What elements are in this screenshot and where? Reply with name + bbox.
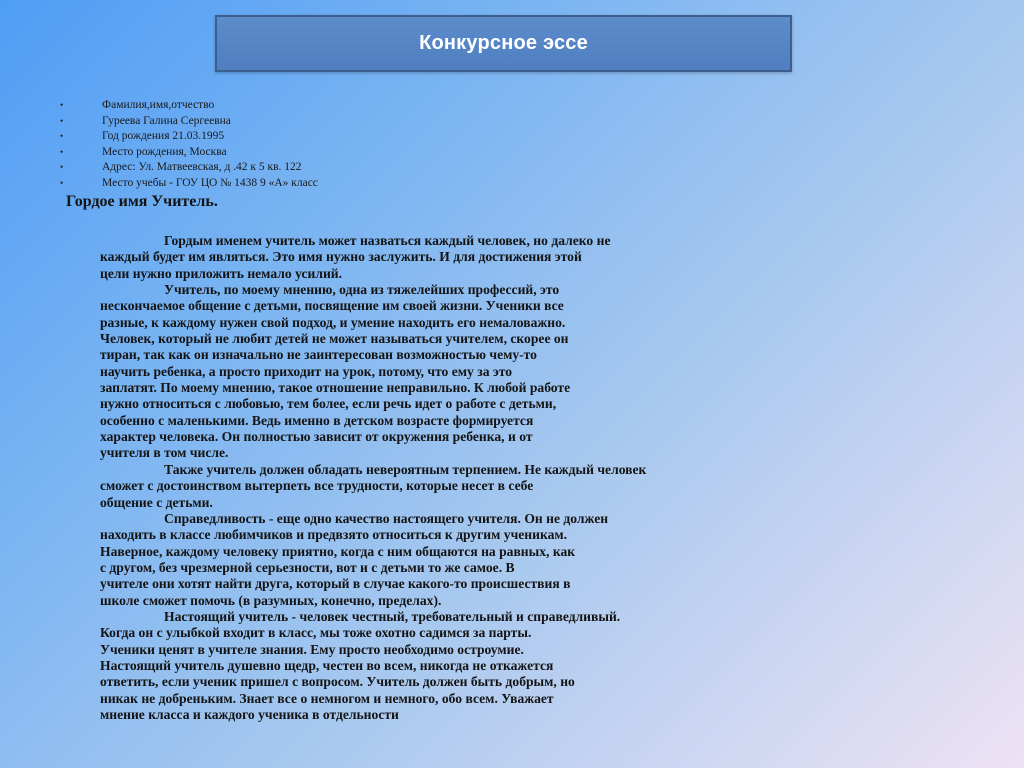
info-item-text: Гуреева Галина Сергеевна bbox=[102, 114, 231, 127]
essay-line: нужно относиться с любовью, тем более, если речь идет о работе с детьми, bbox=[100, 396, 557, 412]
personal-info-list bbox=[58, 98, 318, 192]
essay-line: Человек, который не любит детей не может называться учителем, скорее он bbox=[100, 331, 569, 347]
info-item bbox=[58, 114, 318, 130]
essay-line: школе сможет помочь (в разумных, конечно, пределах). bbox=[100, 592, 442, 608]
info-item bbox=[58, 176, 318, 192]
essay-line: с другом, без чрезмерной серьезности, вот и с детьми то же самое. В bbox=[100, 559, 515, 575]
info-item-text: Место рождения, Москва bbox=[102, 145, 227, 158]
essay-line: Когда он с улыбкой входит в класс, мы тоже охотно садимся за парты. bbox=[100, 625, 532, 641]
bullet-icon: • bbox=[60, 146, 64, 157]
essay-line: характер человека. Он полностью зависит от окружения ребенка, и от bbox=[100, 429, 533, 445]
essay-line: Настоящий учитель душевно щедр, честен во всем, никогда не откажется bbox=[100, 657, 554, 673]
bullet-icon: • bbox=[60, 131, 64, 142]
essay-line: учителе они хотят найти друга, который в случае какого-то происшествия в bbox=[100, 576, 571, 592]
info-item bbox=[58, 160, 318, 176]
essay-line: разные, к каждому нужен свой подход, и умение находить его немаловажно. bbox=[100, 314, 566, 330]
title-banner bbox=[215, 15, 792, 72]
essay-heading: Гордое имя Учитель. bbox=[66, 193, 218, 210]
bullet-icon: • bbox=[60, 115, 64, 126]
info-item-text: Адрес: Ул. Матвеевская, д .42 к 5 кв. 122 bbox=[102, 161, 302, 174]
essay-line: нескончаемое общение с детьми, посвящение им своей жизни. Ученики все bbox=[100, 298, 564, 314]
essay-line: особенно с маленькими. Ведь именно в детском возрасте формируется bbox=[100, 412, 534, 428]
essay-line: Ученики ценят в учителе знания. Ему просто необходимо остроумие. bbox=[100, 641, 524, 657]
essay-line: учителя в том числе. bbox=[100, 445, 229, 461]
essay-line: Наверное, каждому человеку приятно, когда с ним общаются на равных, как bbox=[100, 543, 576, 559]
essay-line: общение с детьми. bbox=[100, 494, 213, 510]
essay-line: Настоящий учитель - человек честный, требовательный и справедливый. bbox=[164, 608, 621, 624]
essay-line: заплатят. По моему мнению, такое отношение неправильно. К любой работе bbox=[100, 380, 571, 396]
essay-line: тиран, так как он изначально не заинтересован возможностью чему-то bbox=[100, 347, 537, 363]
essay-line: ответить, если ученик пришел с вопросом. Учитель должен быть добрым, но bbox=[100, 674, 575, 690]
info-item bbox=[58, 145, 318, 161]
essay-line: мнение класса и каждого ученика в отдельности bbox=[100, 706, 399, 722]
essay-line: находить в классе любимчиков и предвзято относиться к другим ученикам. bbox=[100, 527, 568, 543]
bullet-icon: • bbox=[60, 100, 64, 110]
bullet-icon: • bbox=[60, 162, 64, 173]
info-item-text: Место учебы - ГОУ ЦО № 1438 9 «А» класс bbox=[102, 176, 318, 189]
info-item-text: Год рождения 21.03.1995 bbox=[102, 130, 225, 143]
bullet-icon: • bbox=[60, 177, 64, 188]
essay-body bbox=[100, 233, 800, 723]
info-item-text: Фамилия,имя,отчество bbox=[102, 99, 215, 111]
essay-line: никак не добреньким. Знает все о немногом и немного, обо всем. Уважает bbox=[100, 690, 554, 706]
essay-line: сможет с достоинством вытерпеть все трудности, которые несет в себе bbox=[100, 478, 534, 494]
info-item bbox=[58, 129, 318, 145]
slide-title: Конкурсное эссе bbox=[419, 32, 588, 54]
essay-line: научить ребенка, а просто приходит на урок, потому, что ему за это bbox=[100, 363, 513, 379]
essay-line: Учитель, по моему мнению, одна из тяжелейших профессий, это bbox=[164, 282, 560, 298]
essay-line: Также учитель должен обладать невероятным терпением. Не каждый человек bbox=[164, 461, 647, 477]
essay-line: цели нужно приложить немало усилий. bbox=[100, 265, 343, 281]
info-item bbox=[58, 98, 318, 114]
essay-line: Гордым именем учитель может назваться каждый человек, но далеко не bbox=[164, 233, 611, 248]
essay-line: каждый будет им являться. Это имя нужно заслужить. И для достижения этой bbox=[100, 249, 582, 265]
essay-line: Справедливость - еще одно качество настоящего учителя. Он не должен bbox=[164, 510, 609, 526]
